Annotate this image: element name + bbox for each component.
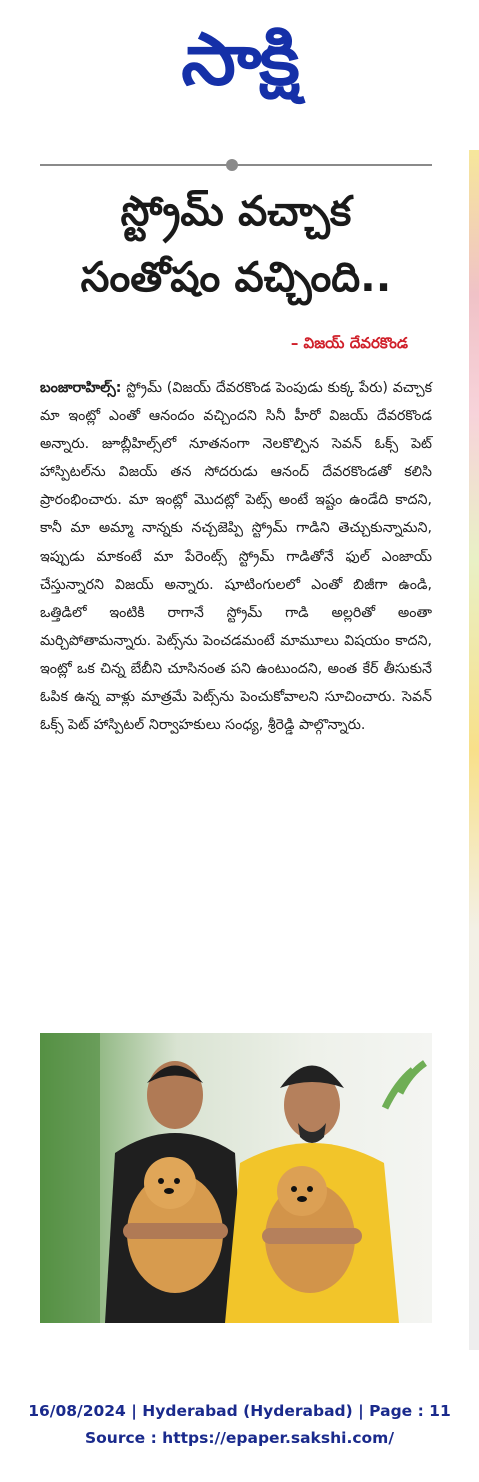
article-byline: – విజయ్ దేవరకొండ — [290, 334, 408, 352]
adjacent-page-strip — [469, 150, 479, 1350]
article-dateline: బంజారాహిల్స్: — [40, 380, 122, 396]
headline-line-1: స్ట్రోమ్ వచ్చాక — [120, 187, 352, 235]
article-body — [40, 374, 432, 739]
headline-line-2: సంతోషం వచ్చింది.. — [80, 253, 392, 301]
article-headline — [40, 178, 432, 310]
article-photo — [40, 1033, 432, 1323]
header-divider-dot — [226, 159, 238, 171]
footer-source-link[interactable]: Source : https://epaper.sakshi.com/ — [85, 1429, 394, 1447]
source-footer — [0, 1398, 479, 1452]
masthead-logo: సాక్షి — [181, 17, 298, 101]
article-body-text: స్ట్రోమ్ (విజయ్ దేవరకొండ పెంపుడు కుక్క పేరు) వచ్చాక మా ఇంట్లో ఎంతో ఆనందం వచ్చిందని సినీ హీరో విజయ్ దేవరకొండ అన్నారు. జూబ్లీహిల్స్‌లో నూతనంగా నెలకొల్పిన సెవన్ ఓక్స్ పెట్ హాస్పిటల్‌ను విజయ్ తన సోదరుడు ఆనంద్ దేవరకొండతో కలిసి ప్రారంభించారు. మా ఇంట్లో మొదట్లో పెట్స్ అంటే ఇష్టం ఉండేది కాదని, కానీ మా అమ్మా నాన్నకు నచ్చజెప్పి స్ట్రోమ్ గాడిని తెచ్చుకున్నామని, ఇప్పుడు మాకంటే మా పేరెంట్స్ స్ట్రోమ్ గాడితోనే ఫుల్ ఎంజాయ్ చేస్తున్నారని విజయ్ అన్నారు. షూటింగులలో ఎంతో బిజీగా ఉండి, ఒత్తిడిలో ఇంటికి రాగానే స్ట్రోమ్ గాడి అల్లరితో అంతా మర్చిపోతామన్నారు. పెట్స్‌ను పెంచడమంటే మామూలు విషయం కాదని, ఇంట్లో ఒక చిన్న బేబీని చూసినంత పని ఉంటుందని, అంత కేర్ తీసుకునే ఓపిక ఉన్న వాళ్లు మాత్రమే పెట్స్‌ను పెంచుకోవాలని సూచించారు. సెవన్ ఓక్స్ పెట్ హాస్పిటల్ నిర్వాహకులు సంధ్య, శ్రీరెడ్డి పాల్గొన్నారు. — [40, 380, 432, 734]
photo-illustration — [40, 1033, 432, 1323]
footer-date-page: 16/08/2024 | Hyderabad (Hyderabad) | Page : 11 — [28, 1402, 451, 1420]
